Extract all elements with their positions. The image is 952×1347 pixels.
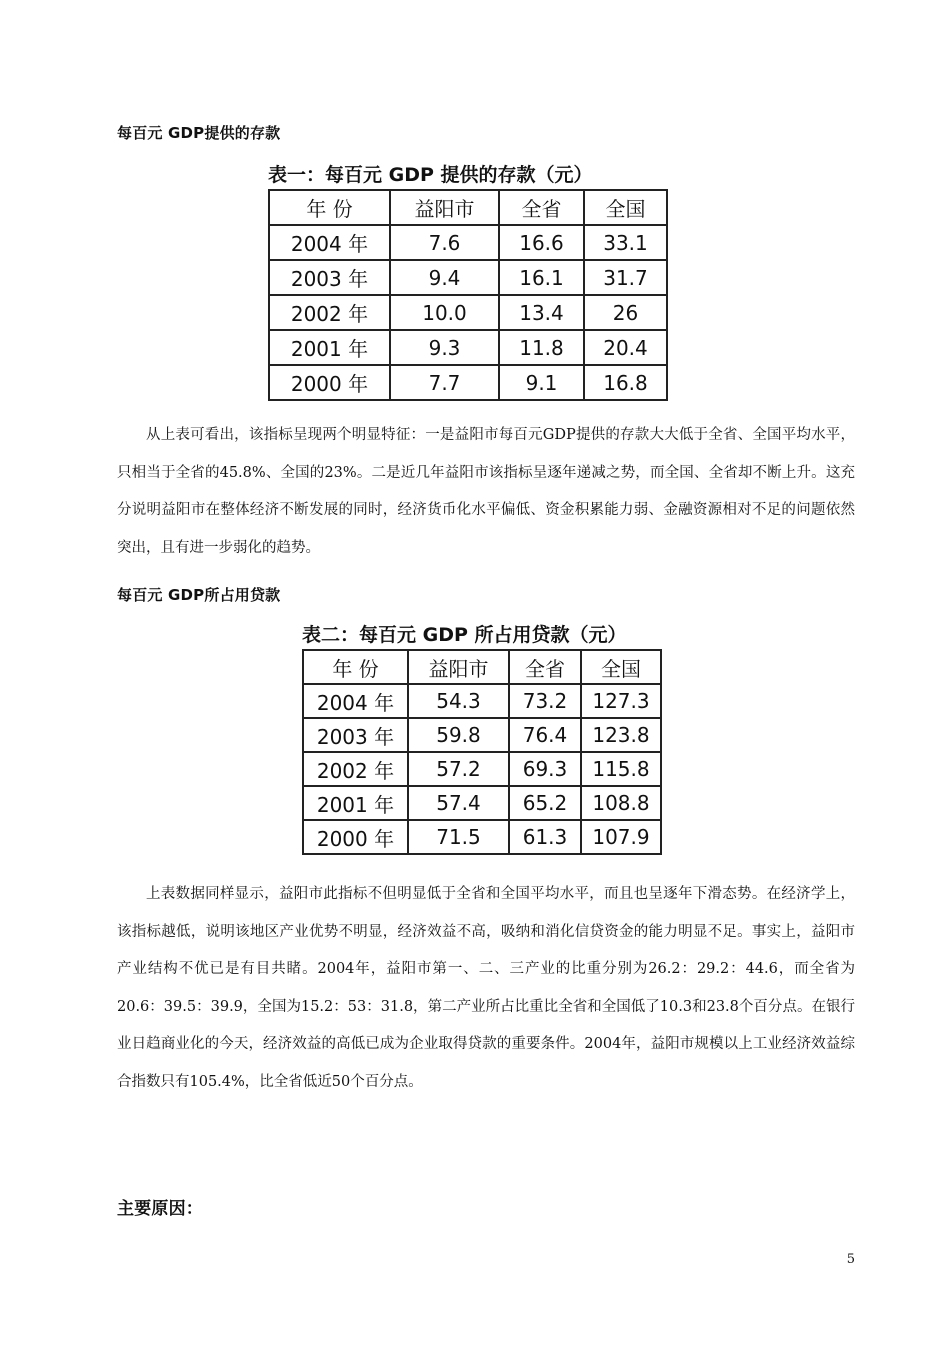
paragraph-text: 从上表可看出，该指标呈现两个明显特征：一是益阳市每百元GDP提供的存款大大低于全省、全国平均水平，只相当于全省的45.8%、全国的23%。二是近几年益阳市该指标呈逐年递减之势，而全国、全省却不断上升。这充分说明益阳市在整体经济不断发展的同时，经济货币化水平偏低、资金积累能力弱、金融资源相对不足的问题依然突出，且有进一步弱化的趋势。 [117, 427, 855, 556]
paragraph-text: 上表数据同样显示，益阳市此指标不但明显低于全省和全国平均水平，而且也呈逐年下滑态势。在经济学上，该指标越低，说明该地区产业优势不明显，经济效益不高，吸纳和消化信贷资金的能力明显不足。事实上，益阳市产业结构不优已是有目共睹。2004年，益阳市第一、二、三产业的比重分别为26.2：29.2：44.6，而全省为20.6：39.5：39.9，全国为15.2：53：31.8，第二产业所占比重比全省和全国低了10.3和23.8个百分点。在银行业日趋商业化的今天，经济效益的高低已成为企业取得贷款的重要条件。2004年，益阳市规模以上工业经济效益综合指数只有105.4%，比全省低近50个百分点。 [117, 886, 855, 1090]
table-cell: 59.8 [408, 718, 509, 752]
table-cell: 11.8 [499, 330, 584, 365]
table-cell: 65.2 [509, 786, 581, 820]
table-row [269, 225, 667, 260]
table-cell: 2000 年 [303, 820, 408, 854]
table-cell: 13.4 [499, 295, 584, 330]
table-cell: 2004 年 [303, 684, 408, 718]
table-title: 表二：每百元 GDP 所占用贷款（元） [302, 624, 627, 646]
table-row [269, 295, 667, 330]
table-row [303, 752, 661, 786]
table-cell: 9.1 [499, 365, 584, 400]
table-cell: 16.1 [499, 260, 584, 295]
table-cell: 16.8 [584, 365, 667, 400]
table-cell: 61.3 [509, 820, 581, 854]
table-cell: 7.7 [390, 365, 499, 400]
table-row [303, 684, 661, 718]
table-cell: 71.5 [408, 820, 509, 854]
table-cell: 9.4 [390, 260, 499, 295]
table-cell: 73.2 [509, 684, 581, 718]
table-cell: 2003 年 [303, 718, 408, 752]
column-header: 全国 [584, 190, 667, 225]
section-heading-main-reasons: 主要原因： [117, 1199, 203, 1219]
table-cell: 33.1 [584, 225, 667, 260]
table-cell: 16.6 [499, 225, 584, 260]
loans-table [302, 649, 662, 855]
table-cell: 69.3 [509, 752, 581, 786]
table-cell: 57.4 [408, 786, 509, 820]
table-cell: 20.4 [584, 330, 667, 365]
table-cell: 2001 年 [269, 330, 390, 365]
column-header: 年 份 [269, 190, 390, 225]
deposits-table-block [268, 160, 668, 401]
deposits-table [268, 189, 668, 401]
table-cell: 127.3 [581, 684, 661, 718]
table-cell: 108.8 [581, 786, 661, 820]
table-cell: 7.6 [390, 225, 499, 260]
table-cell: 10.0 [390, 295, 499, 330]
loans-analysis-paragraph [117, 876, 855, 1102]
table-title: 表一：每百元 GDP 提供的存款（元） [268, 164, 593, 186]
table-cell: 2002 年 [303, 752, 408, 786]
table-row [269, 330, 667, 365]
page-number: 5 [846, 1252, 855, 1267]
table-cell: 123.8 [581, 718, 661, 752]
table-row [269, 365, 667, 400]
table-cell: 26 [584, 295, 667, 330]
deposits-analysis-paragraph [117, 417, 855, 567]
column-header: 益阳市 [408, 650, 509, 684]
table-header-row [269, 190, 667, 225]
section-heading-deposits: 每百元 GDP提供的存款 [117, 124, 281, 142]
column-header: 全省 [499, 190, 584, 225]
table-cell: 2000 年 [269, 365, 390, 400]
table-cell: 2002 年 [269, 295, 390, 330]
loans-table-block [302, 620, 662, 855]
table-cell: 54.3 [408, 684, 509, 718]
table-row [303, 820, 661, 854]
column-header: 益阳市 [390, 190, 499, 225]
table-cell: 107.9 [581, 820, 661, 854]
column-header: 全国 [581, 650, 661, 684]
table-row [303, 786, 661, 820]
table-cell: 31.7 [584, 260, 667, 295]
section-heading-loans: 每百元 GDP所占用贷款 [117, 586, 281, 604]
table-cell: 115.8 [581, 752, 661, 786]
table-row [303, 718, 661, 752]
table-cell: 2001 年 [303, 786, 408, 820]
column-header: 全省 [509, 650, 581, 684]
table-cell: 2003 年 [269, 260, 390, 295]
table-cell: 76.4 [509, 718, 581, 752]
column-header: 年 份 [303, 650, 408, 684]
table-row [269, 260, 667, 295]
table-header-row [303, 650, 661, 684]
table-cell: 9.3 [390, 330, 499, 365]
table-cell: 2004 年 [269, 225, 390, 260]
table-cell: 57.2 [408, 752, 509, 786]
